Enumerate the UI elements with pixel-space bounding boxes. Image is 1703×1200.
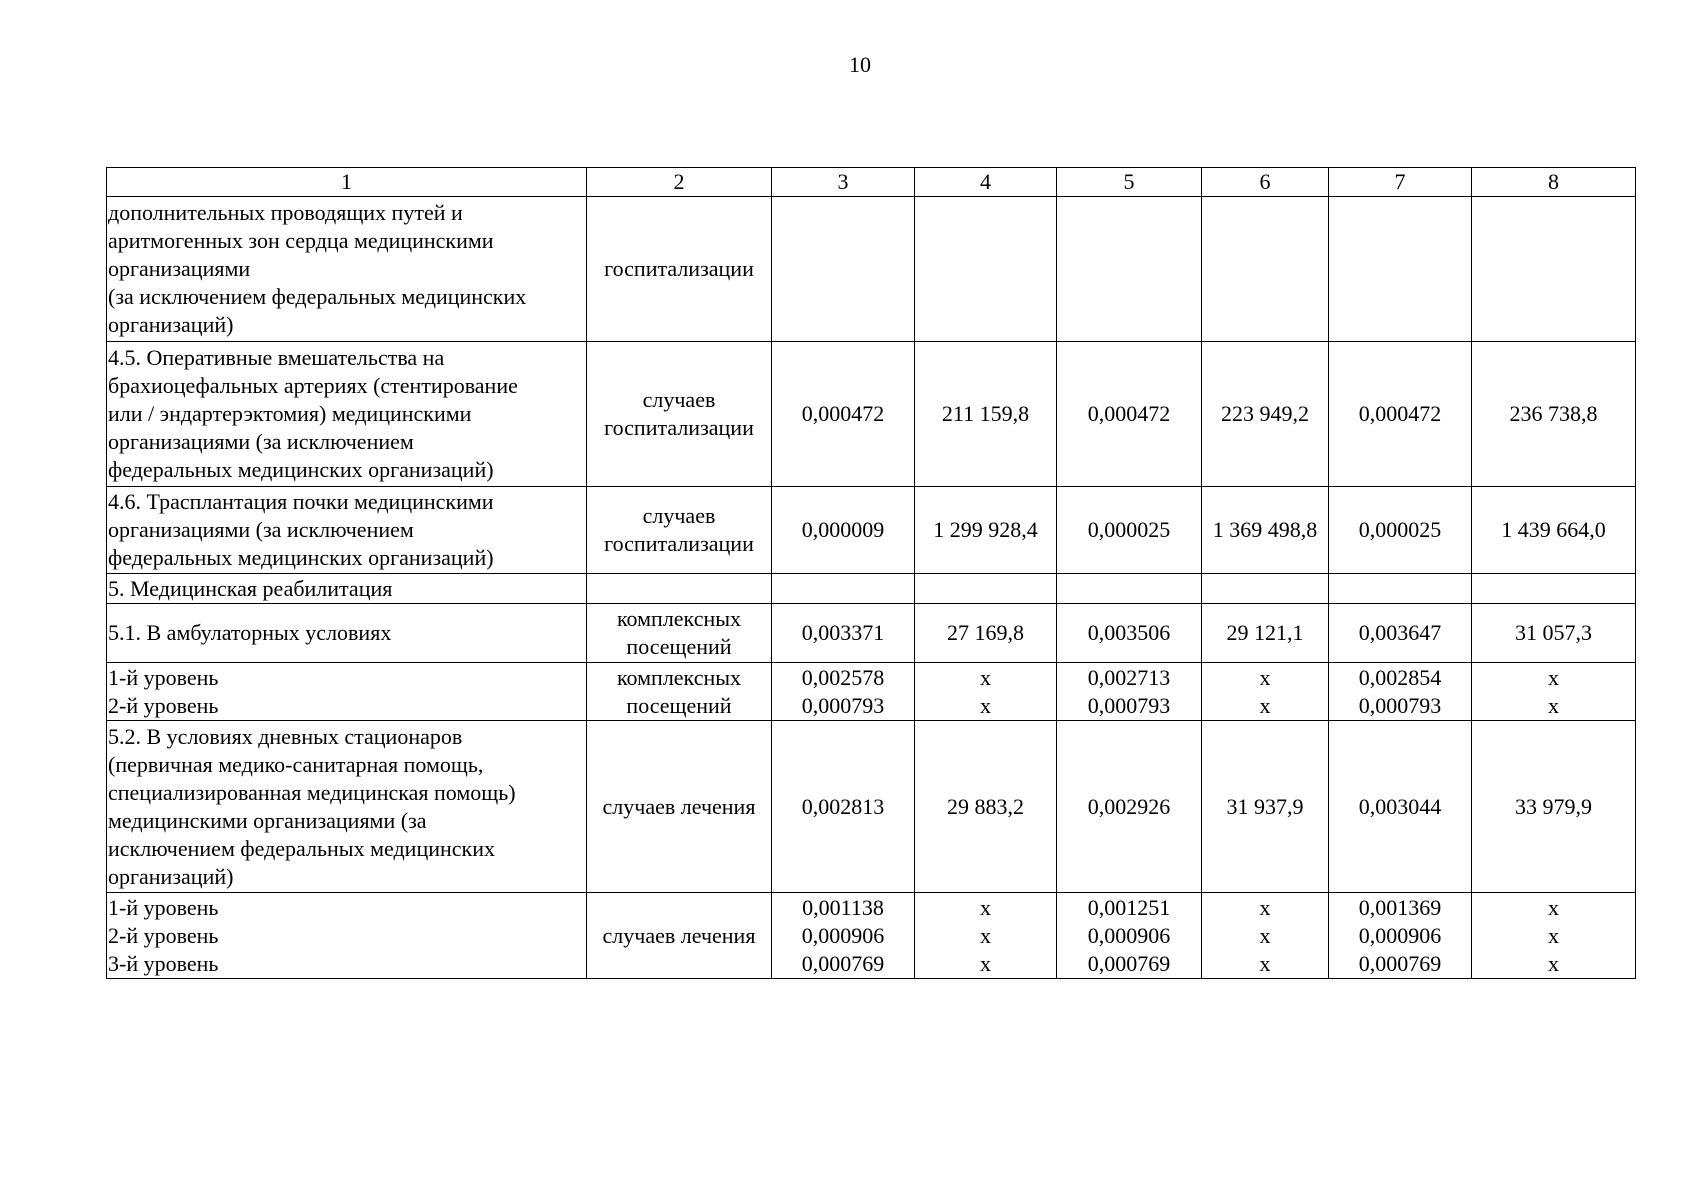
cell: 0,000009	[772, 487, 915, 574]
cell	[772, 574, 915, 604]
cell: 0,002926	[1057, 721, 1202, 893]
cell	[1329, 574, 1472, 604]
cell: х х	[1472, 663, 1636, 721]
cell	[1329, 197, 1472, 342]
cell: 29 121,1	[1202, 604, 1329, 663]
cell: 1 369 498,8	[1202, 487, 1329, 574]
cell: 33 979,9	[1472, 721, 1636, 893]
cell: 0,002813	[772, 721, 915, 893]
cell: 27 169,8	[915, 604, 1057, 663]
cell: 1 299 928,4	[915, 487, 1057, 574]
row-name: 4.6. Трасплантация почки медицинскими организациями (за исключением федеральных медицинских организаций)	[107, 487, 587, 574]
cell	[1472, 197, 1636, 342]
cell: 0,003647	[1329, 604, 1472, 663]
table-row	[107, 604, 1636, 663]
cell: 0,002854 0,000793	[1329, 663, 1472, 721]
cell: 0,000025	[1057, 487, 1202, 574]
cell: 0,003044	[1329, 721, 1472, 893]
cell: х х х	[1472, 893, 1636, 979]
cell: 0,000472	[1329, 342, 1472, 487]
row-name: 5.1. В амбулаторных условиях	[107, 604, 587, 663]
cell: 0,000472	[772, 342, 915, 487]
cell: 0,002578 0,000793	[772, 663, 915, 721]
cell	[772, 197, 915, 342]
cell: х х	[1202, 663, 1329, 721]
row-name: 4.5. Оперативные вмешательства на брахиоцефальных артериях (стентирование или / эндартерэктомия) медицинскими организациями (за исключением федеральных медицинских организаций)	[107, 342, 587, 487]
row-unit: госпитализации	[587, 197, 772, 342]
row-name: 5. Медицинская реабилитация	[107, 574, 587, 604]
row-unit: комплексных посещений	[587, 663, 772, 721]
row-name: 1-й уровень 2-й уровень 3-й уровень	[107, 893, 587, 979]
cell: х х	[915, 663, 1057, 721]
cell: 0,000025	[1329, 487, 1472, 574]
cell: 0,001251 0,000906 0,000769	[1057, 893, 1202, 979]
cell: 0,001369 0,000906 0,000769	[1329, 893, 1472, 979]
cell	[1057, 197, 1202, 342]
column-header: 8	[1472, 168, 1636, 197]
table-row	[107, 721, 1636, 893]
cell: 29 883,2	[915, 721, 1057, 893]
cell: 1 439 664,0	[1472, 487, 1636, 574]
column-header: 4	[915, 168, 1057, 197]
header-row	[107, 168, 1636, 197]
column-header: 3	[772, 168, 915, 197]
column-header: 2	[587, 168, 772, 197]
table-row	[107, 663, 1636, 721]
data-table	[106, 167, 1636, 979]
cell: 211 159,8	[915, 342, 1057, 487]
table-row	[107, 487, 1636, 574]
cell	[915, 197, 1057, 342]
cell: 31 937,9	[1202, 721, 1329, 893]
cell: х х х	[915, 893, 1057, 979]
cell: 0,001138 0,000906 0,000769	[772, 893, 915, 979]
row-name: 5.2. В условиях дневных стационаров (первичная медико-санитарная помощь, специализированная медицинская помощь) медицинскими организациями (за исключением федеральных медицинских организаций)	[107, 721, 587, 893]
cell: х х х	[1202, 893, 1329, 979]
cell	[1057, 574, 1202, 604]
row-name: дополнительных проводящих путей и аритмогенных зон сердца медицинскими организациями (за исключением федеральных медицинских организаций)	[107, 197, 587, 342]
row-unit: случаев госпитализации	[587, 487, 772, 574]
row-unit: случаев лечения	[587, 893, 772, 979]
row-unit: комплексных посещений	[587, 604, 772, 663]
cell	[1472, 574, 1636, 604]
table-row	[107, 342, 1636, 487]
row-unit: случаев лечения	[587, 721, 772, 893]
page-number: 10	[849, 52, 871, 77]
table-row	[107, 197, 1636, 342]
column-header: 6	[1202, 168, 1329, 197]
column-header: 5	[1057, 168, 1202, 197]
column-header: 7	[1329, 168, 1472, 197]
table-row	[107, 574, 1636, 604]
table-row	[107, 893, 1636, 979]
cell: 0,003506	[1057, 604, 1202, 663]
cell: 223 949,2	[1202, 342, 1329, 487]
cell	[915, 574, 1057, 604]
row-name: 1-й уровень 2-й уровень	[107, 663, 587, 721]
cell: 0,002713 0,000793	[1057, 663, 1202, 721]
column-header: 1	[107, 168, 587, 197]
cell: 0,003371	[772, 604, 915, 663]
row-unit	[587, 574, 772, 604]
cell: 236 738,8	[1472, 342, 1636, 487]
row-unit: случаев госпитализации	[587, 342, 772, 487]
cell: 31 057,3	[1472, 604, 1636, 663]
cell	[1202, 574, 1329, 604]
cell	[1202, 197, 1329, 342]
cell: 0,000472	[1057, 342, 1202, 487]
